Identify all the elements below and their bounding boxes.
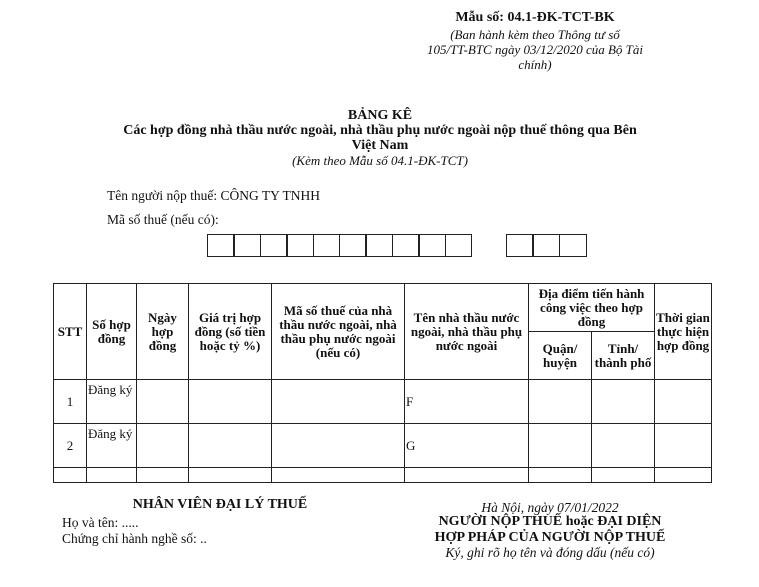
cell-district[interactable] <box>529 380 592 424</box>
cell-contract-no[interactable] <box>87 468 137 483</box>
cell-contractor-tax-code[interactable] <box>272 468 405 483</box>
table-row <box>54 424 712 468</box>
header-duration: Thời gian thực hiện hợp đồng <box>655 284 712 380</box>
cell-stt <box>54 468 87 483</box>
title-subtitle-line: Các hợp đồng nhà thầu nước ngoài, nhà thầu phụ nước ngoài nộp thuế thông qua Bên <box>123 123 637 138</box>
cell-district[interactable] <box>529 424 592 468</box>
document-title <box>40 108 720 168</box>
cell-contractor-tax-code[interactable] <box>272 424 405 468</box>
contracts-table <box>53 283 712 483</box>
cell-contractor-name[interactable]: F <box>405 380 529 424</box>
tax-code-branch-boxes <box>506 234 585 257</box>
header-contract-date: Ngày hợp đồng <box>137 284 189 380</box>
tax-code-digit-box[interactable] <box>365 234 393 257</box>
cell-contract-date[interactable] <box>137 380 189 424</box>
cell-province[interactable] <box>592 380 655 424</box>
cell-contract-no[interactable]: Đăng ký <box>87 380 137 424</box>
cell-duration[interactable] <box>655 380 712 424</box>
tax-code-main-boxes <box>207 234 471 257</box>
cell-duration[interactable] <box>655 424 712 468</box>
cell-province[interactable] <box>592 424 655 468</box>
signature-date: Hà Nội, ngày 07/01/2022 <box>481 500 619 515</box>
tax-code-branch-digit-box[interactable] <box>506 234 534 257</box>
table-row <box>54 468 712 483</box>
cell-contract-no[interactable]: Đăng ký <box>87 424 137 468</box>
decree-line: (Ban hành kèm theo Thông tư số <box>450 27 620 42</box>
tax-code-digit-box[interactable] <box>418 234 446 257</box>
tax-agent-title: NHÂN VIÊN ĐẠI LÝ THUẾ <box>132 497 308 512</box>
cell-stt: 1 <box>54 380 87 424</box>
cell-contractor-name[interactable] <box>405 468 529 483</box>
decree-line: chính) <box>518 57 552 72</box>
table-row <box>54 380 712 424</box>
tax-code-label: Mã số thuế (nếu có): <box>107 212 219 227</box>
cell-district[interactable] <box>529 468 592 483</box>
tax-code-digit-box[interactable] <box>313 234 341 257</box>
cell-duration[interactable] <box>655 468 712 483</box>
signature-title-line: HỢP PHÁP CỦA NGƯỜI NỘP THUẾ <box>434 530 666 545</box>
header-contractor-tax-code: Mã số thuế của nhà thầu nước ngoài, nhà thầu phụ nước ngoài (nếu có) <box>272 284 405 380</box>
header-contractor-name: Tên nhà thầu nước ngoài, nhà thầu phụ nước ngoài <box>405 284 529 380</box>
tax-code-digit-box[interactable] <box>392 234 420 257</box>
header-contract-no: Số hợp đồng <box>87 284 137 380</box>
tax-code-digit-box[interactable] <box>445 234 473 257</box>
cell-contract-value[interactable] <box>189 380 272 424</box>
tax-code-digit-box[interactable] <box>233 234 261 257</box>
cell-contractor-tax-code[interactable] <box>272 380 405 424</box>
title-attached-note: (Kèm theo Mẫu số 04.1-ĐK-TCT) <box>292 153 468 168</box>
tax-code-digit-box[interactable] <box>260 234 288 257</box>
taxpayer-name: Tên người nộp thuế: CÔNG TY TNHH <box>107 188 320 203</box>
tax-code-branch-digit-box[interactable] <box>559 234 587 257</box>
title-main: BẢNG KÊ <box>347 108 413 123</box>
decree-line: 105/TT-BTC ngày 03/12/2020 của Bộ Tài <box>426 42 644 57</box>
tax-code-digit-box[interactable] <box>339 234 367 257</box>
table-header-row <box>54 284 712 332</box>
form-code: Mẫu số: 04.1-ĐK-TCT-BK <box>455 10 615 25</box>
cell-contract-date[interactable] <box>137 468 189 483</box>
tax-code-branch-digit-box[interactable] <box>532 234 560 257</box>
decree-reference <box>395 27 675 72</box>
signature-title-line: NGƯỜI NỘP THUẾ hoặc ĐẠI DIỆN <box>438 514 662 529</box>
title-subtitle-line: Việt Nam <box>351 138 409 153</box>
cell-contract-date[interactable] <box>137 424 189 468</box>
header-district: Quận/ huyện <box>529 332 592 380</box>
cell-contractor-name[interactable]: G <box>405 424 529 468</box>
tax-code-digit-box[interactable] <box>207 234 235 257</box>
tax-code-digit-box[interactable] <box>286 234 314 257</box>
cell-stt: 2 <box>54 424 87 468</box>
header-province: Tỉnh/ thành phố <box>592 332 655 380</box>
tax-agent-name: Họ và tên: ..... <box>62 515 139 530</box>
header-contract-value: Giá trị hợp đồng (số tiền hoặc tỷ %) <box>189 284 272 380</box>
signature-note: Ký, ghi rõ họ tên và đóng dấu (nếu có) <box>445 545 655 560</box>
header-location-group: Địa điểm tiến hành công việc theo hợp đồng <box>529 284 655 332</box>
cell-province[interactable] <box>592 468 655 483</box>
cell-contract-value[interactable] <box>189 424 272 468</box>
cell-contract-value[interactable] <box>189 468 272 483</box>
header-stt: STT <box>54 284 87 380</box>
tax-agent-certificate: Chứng chỉ hành nghề số: .. <box>62 531 207 546</box>
